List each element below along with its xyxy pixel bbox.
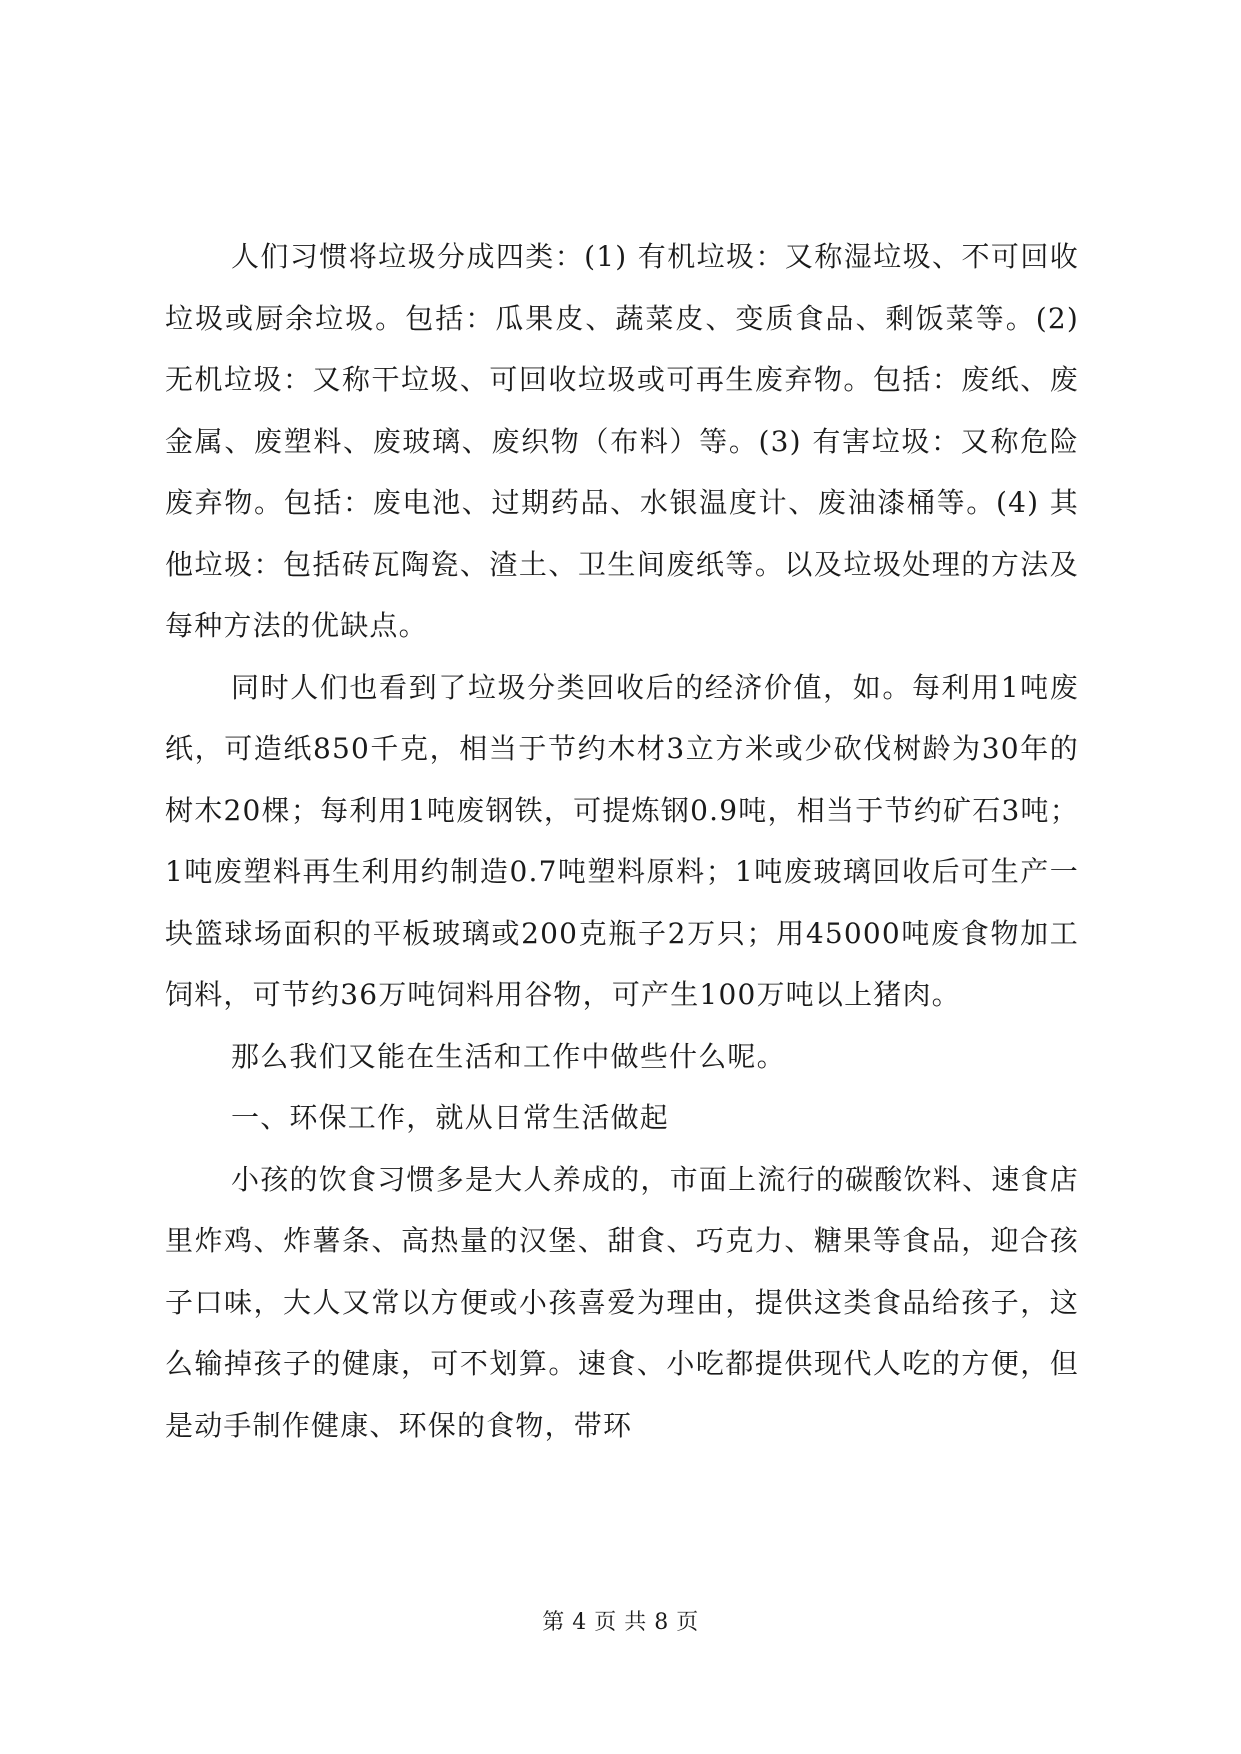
paragraph-children-diet: 小孩的饮食习惯多是大人养成的，市面上流行的碳酸饮料、速食店里炸鸡、炸薯条、高热量的汉堡、甜食、巧克力、糖果等食品，迎合孩子口味，大人又常以方便或小孩喜爱为理由，提供这类食品给孩子，这么输掉孩子的健康，可不划算。速食、小吃都提供现代人吃的方便，但是动手制作健康、环保的食物，带环 [165, 1162, 1079, 1442]
section-heading-daily-life: 一、环保工作，就从日常生活做起 [231, 1101, 670, 1134]
page-number-footer: 第 4 页 共 8 页 [542, 1610, 699, 1635]
paragraph-garbage-categories: 人们习惯将垃圾分成四类：(1) 有机垃圾：又称湿垃圾、不可回收垃圾或厨余垃圾。包括：瓜果皮、蔬菜皮、变质食品、剩饭菜等。(2) 无机垃圾：又称干垃圾、可回收垃圾或可再生废弃物。包括：废纸、废金属、废塑料、废玻璃、废织物（布料）等。(3) 有害垃圾：又称危险废弃物。包括：废电池、过期药品、水银温度计、废油漆桶等。(4) 其他垃圾：包括砖瓦陶瓷、渣土、卫生间废纸等。以及垃圾处理的方法及每种方法的优缺点。 [165, 240, 1090, 642]
paragraph-question: 那么我们又能在生活和工作中做些什么呢。 [231, 1039, 786, 1073]
paragraph-economic-value: 同时人们也看到了垃圾分类回收后的经济价值，如。每利用1吨废纸，可造纸850千克，相当于节约木材3立方米或少砍伐树龄为30年的树木20棵；每利用1吨废钢铁，可提炼钢0.9吨，相当于节约矿石3吨；1吨废塑料再生利用约制造0.7吨塑料原料；1吨废玻璃回收后可生产一块篮球场面积的平板玻璃或200克瓶子2万只；用45000吨废食物加工饲料，可节约36万吨饲料用谷物，可产生100万吨以上猪肉。 [165, 670, 1079, 1011]
document-body [165, 226, 1090, 1456]
